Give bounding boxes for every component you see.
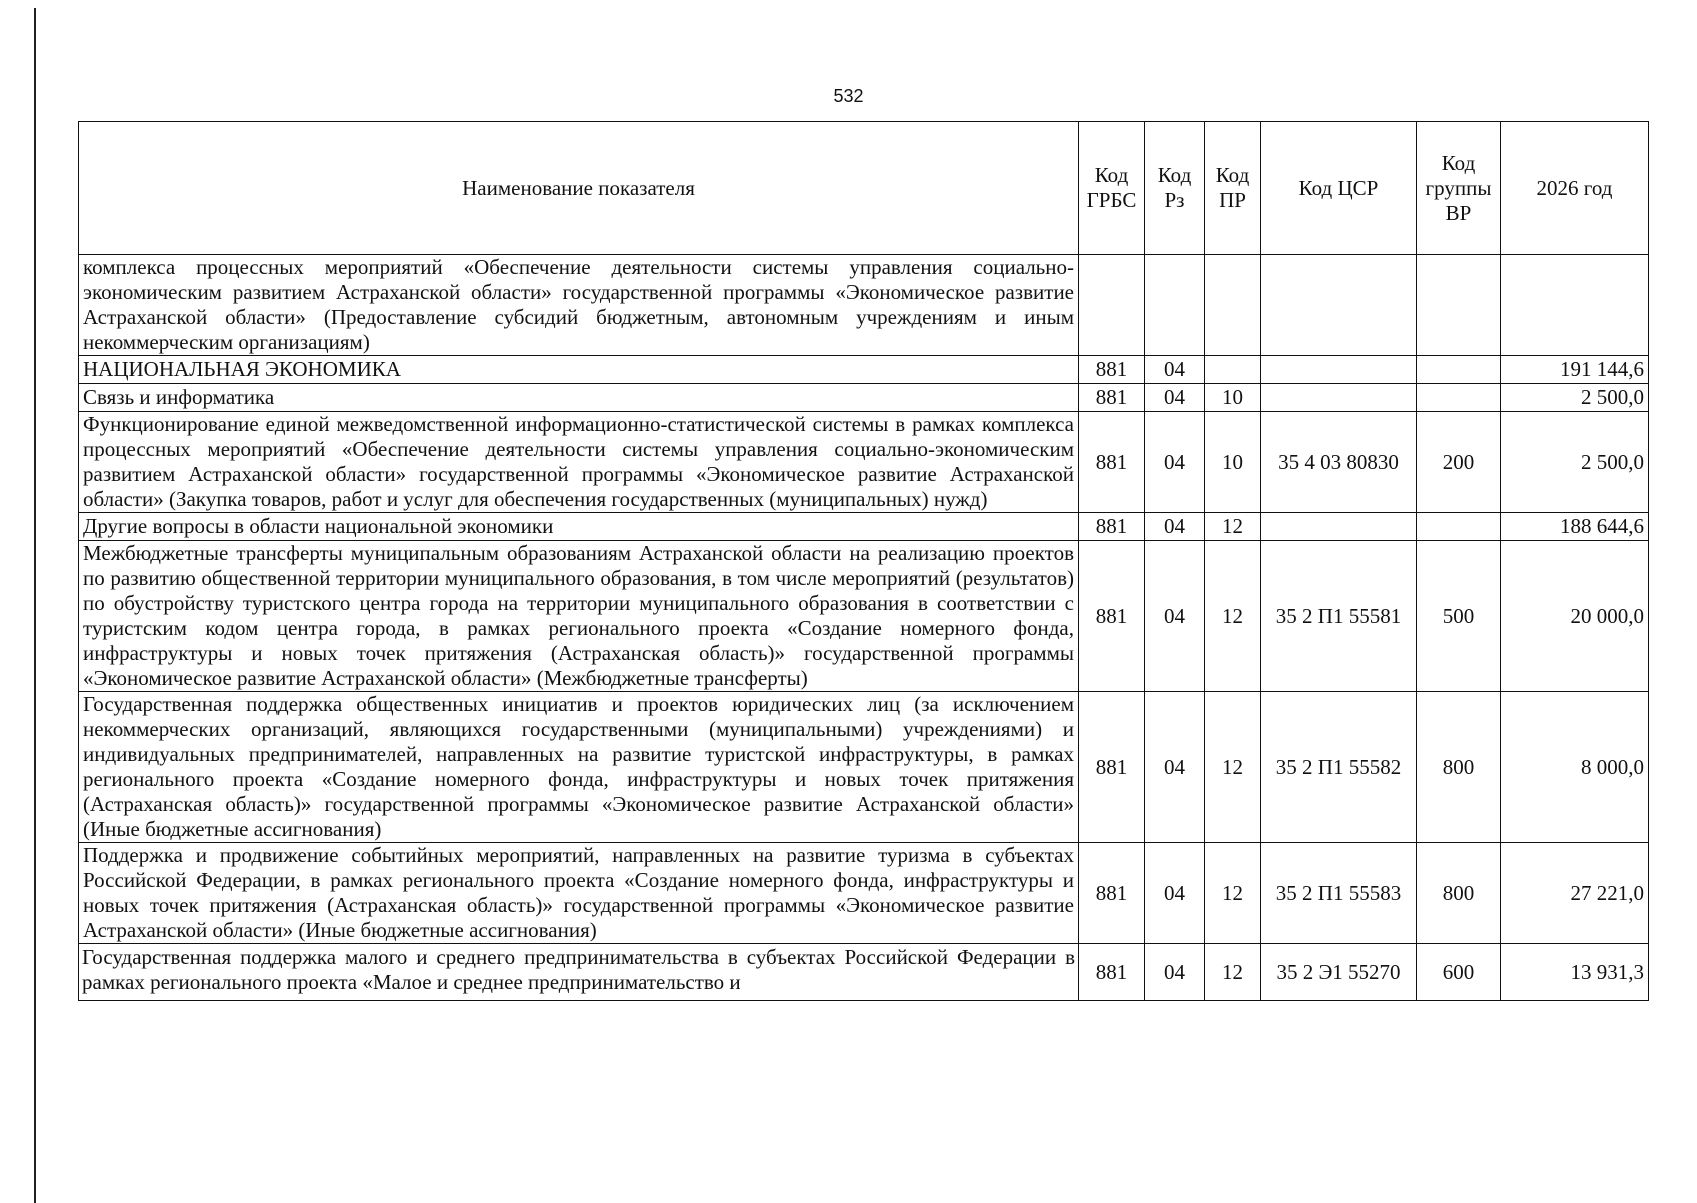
table-row bbox=[79, 255, 1649, 356]
table-row bbox=[79, 356, 1649, 384]
row-grbs: 881 bbox=[1079, 541, 1145, 692]
row-grbs: 881 bbox=[1079, 843, 1145, 944]
row-name: Поддержка и продвижение событийных мероприятий, направленных на развитие туризма в субъектах Российской Федерации, в рамках регионального проекта «Создание номерного фонда, инфраструктуры и новых точек притяжения (Астраханская область)» государственной программы «Экономическое развитие Астраханской области» (Иные бюджетные ассигнования) bbox=[79, 843, 1079, 944]
row-csr bbox=[1261, 513, 1417, 541]
table-header-row bbox=[79, 122, 1649, 255]
row-vr: 200 bbox=[1417, 412, 1501, 513]
row-vr: 600 bbox=[1417, 944, 1501, 1001]
row-name: комплекса процессных мероприятий «Обеспечение деятельности системы управления социально-экономическим развитием Астраханской области» государственной программы «Экономическое развитие Астраханской области» (Предоставление субсидий бюджетным, автономным учреждениям и иным некоммерческим организациям) bbox=[79, 255, 1079, 356]
row-amount: 20 000,0 bbox=[1501, 541, 1649, 692]
row-pr: 10 bbox=[1205, 412, 1261, 513]
table-row bbox=[79, 384, 1649, 412]
header-vr: Код группы ВР bbox=[1417, 122, 1501, 255]
header-year: 2026 год bbox=[1501, 122, 1649, 255]
row-amount: 27 221,0 bbox=[1501, 843, 1649, 944]
row-pr: 12 bbox=[1205, 692, 1261, 843]
table-row bbox=[79, 513, 1649, 541]
row-amount: 2 500,0 bbox=[1501, 384, 1649, 412]
table-row bbox=[79, 541, 1649, 692]
row-grbs: 881 bbox=[1079, 356, 1145, 384]
row-vr bbox=[1417, 356, 1501, 384]
header-grbs: Код ГРБС bbox=[1079, 122, 1145, 255]
row-vr bbox=[1417, 255, 1501, 356]
row-grbs: 881 bbox=[1079, 944, 1145, 1001]
row-rz: 04 bbox=[1145, 513, 1205, 541]
row-pr bbox=[1205, 255, 1261, 356]
row-grbs: 881 bbox=[1079, 412, 1145, 513]
row-rz: 04 bbox=[1145, 356, 1205, 384]
row-grbs: 881 bbox=[1079, 513, 1145, 541]
row-vr: 800 bbox=[1417, 692, 1501, 843]
row-csr: 35 4 03 80830 bbox=[1261, 412, 1417, 513]
row-vr: 500 bbox=[1417, 541, 1501, 692]
header-pr: Код ПР bbox=[1205, 122, 1261, 255]
row-name: Другие вопросы в области национальной экономики bbox=[79, 513, 1079, 541]
row-rz: 04 bbox=[1145, 412, 1205, 513]
row-pr: 10 bbox=[1205, 384, 1261, 412]
table-row bbox=[79, 692, 1649, 843]
budget-table bbox=[78, 121, 1649, 1001]
header-csr: Код ЦСР bbox=[1261, 122, 1417, 255]
row-amount: 191 144,6 bbox=[1501, 356, 1649, 384]
row-amount: 13 931,3 bbox=[1501, 944, 1649, 1001]
row-csr bbox=[1261, 255, 1417, 356]
header-name: Наименование показателя bbox=[79, 122, 1079, 255]
row-vr: 800 bbox=[1417, 843, 1501, 944]
row-grbs: 881 bbox=[1079, 692, 1145, 843]
row-vr bbox=[1417, 384, 1501, 412]
row-amount bbox=[1501, 255, 1649, 356]
row-name: Связь и информатика bbox=[79, 384, 1079, 412]
row-name: Государственная поддержка общественных инициатив и проектов юридических лиц (за исключением некоммерческих организаций, являющихся государственными (муниципальными) учреждениями) и индивидуальных предпринимателей, направленных на развитие туристской инфраструктуры, в рамках регионального проекта «Создание номерного фонда, инфраструктуры и новых точек притяжения (Астраханская область)» государственной программы «Экономическое развитие Астраханской области» (Иные бюджетные ассигнования) bbox=[79, 692, 1079, 843]
row-pr: 12 bbox=[1205, 513, 1261, 541]
row-name: Межбюджетные трансферты муниципальным образованиям Астраханской области на реализацию проектов по развитию общественной территории муниципального образования, в том числе мероприятий (результатов) по обустройству туристского центра города на территории муниципального образования в соответствии с туристским кодом центра города, в рамках регионального проекта «Создание номерного фонда, инфраструктуры и новых точек притяжения (Астраханская область)» государственной программы «Экономическое развитие Астраханской области» (Межбюджетные трансферты) bbox=[79, 541, 1079, 692]
page-margin-line bbox=[34, 8, 36, 1203]
row-pr: 12 bbox=[1205, 541, 1261, 692]
row-csr bbox=[1261, 384, 1417, 412]
row-rz: 04 bbox=[1145, 692, 1205, 843]
row-amount: 188 644,6 bbox=[1501, 513, 1649, 541]
row-csr: 35 2 П1 55582 bbox=[1261, 692, 1417, 843]
row-grbs bbox=[1079, 255, 1145, 356]
table-row bbox=[79, 412, 1649, 513]
row-csr: 35 2 П1 55581 bbox=[1261, 541, 1417, 692]
row-amount: 2 500,0 bbox=[1501, 412, 1649, 513]
row-rz: 04 bbox=[1145, 944, 1205, 1001]
header-rz: Код Рз bbox=[1145, 122, 1205, 255]
row-amount: 8 000,0 bbox=[1501, 692, 1649, 843]
row-csr bbox=[1261, 356, 1417, 384]
row-rz: 04 bbox=[1145, 384, 1205, 412]
row-rz: 04 bbox=[1145, 541, 1205, 692]
row-name: НАЦИОНАЛЬНАЯ ЭКОНОМИКА bbox=[79, 356, 1079, 384]
row-grbs: 881 bbox=[1079, 384, 1145, 412]
row-rz bbox=[1145, 255, 1205, 356]
row-pr: 12 bbox=[1205, 843, 1261, 944]
row-csr: 35 2 Э1 55270 bbox=[1261, 944, 1417, 1001]
table-row bbox=[79, 843, 1649, 944]
row-vr bbox=[1417, 513, 1501, 541]
page-number: 532 bbox=[833, 86, 864, 106]
table-row bbox=[79, 944, 1649, 1001]
row-name: Функционирование единой межведомственной информационно-статистической системы в рамках комплекса процессных мероприятий «Обеспечение деятельности системы управления социально-экономическим развитием Астраханской области» государственной программы «Экономическое развитие Астраханской области» (Закупка товаров, работ и услуг для обеспечения государственных (муниципальных) нужд) bbox=[79, 412, 1079, 513]
row-name: Государственная поддержка малого и среднего предпринимательства в субъектах Российской Федерации в рамках регионального проекта «Малое и среднее предпринимательство и bbox=[82, 945, 1075, 994]
row-csr: 35 2 П1 55583 bbox=[1261, 843, 1417, 944]
row-rz: 04 bbox=[1145, 843, 1205, 944]
row-pr bbox=[1205, 356, 1261, 384]
row-name-cell bbox=[79, 944, 1079, 1001]
row-pr: 12 bbox=[1205, 944, 1261, 1001]
